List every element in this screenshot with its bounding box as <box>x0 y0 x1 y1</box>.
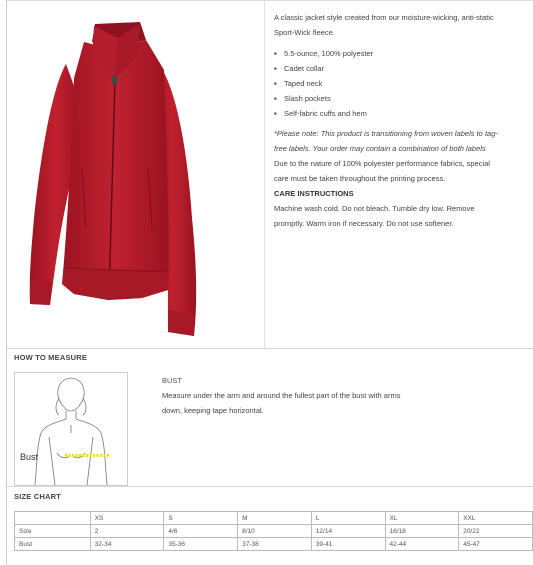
column-header: XXL <box>459 512 533 525</box>
table-cell: 37-38 <box>238 538 312 551</box>
column-header: XL <box>385 512 459 525</box>
table-cell: 20/22 <box>459 525 533 538</box>
table-cell: 12/14 <box>311 525 385 538</box>
care-text: Machine wash cold. Do not bleach. Tumble dry low. Remove promptly. Warm iron if necessary. Do not use softener. <box>274 204 475 228</box>
feature-item: ■ Slash pockets <box>274 91 499 106</box>
size-chart-heading: SIZE CHART <box>14 492 61 501</box>
row-label: Size <box>15 525 91 538</box>
care-heading: CARE INSTRUCTIONS <box>274 189 354 198</box>
column-header: L <box>311 512 385 525</box>
table-cell: 42-44 <box>385 538 459 551</box>
product-description <box>274 10 499 231</box>
description-intro: A classic jacket style created from our moisture-wicking, anti-static Sport-Wick fleece. <box>274 13 494 37</box>
feature-item: ■ Cadet collar <box>274 61 499 76</box>
column-divider <box>264 0 265 348</box>
table-corner-cell <box>15 512 91 525</box>
bust-diagram-label: Bust <box>20 452 39 462</box>
feature-list <box>274 46 499 121</box>
table-cell: 8/10 <box>238 525 312 538</box>
table-cell: 35-36 <box>164 538 238 551</box>
bust-instructions: Measure under the arm and around the fullest part of the bust with arms down, keeping tape horizontal. <box>162 391 401 415</box>
table-header-row <box>15 512 533 525</box>
size-chart-table <box>14 511 533 551</box>
table-cell: 4/6 <box>164 525 238 538</box>
table-cell: 39-41 <box>311 538 385 551</box>
feature-item: ■ Self-fabric cuffs and hem <box>274 106 499 121</box>
table-cell: 45-47 <box>459 538 533 551</box>
fabric-note: Due to the nature of 100% polyester performance fabrics, special care must be taken throughout the printing process. <box>274 159 490 183</box>
table-row <box>15 538 533 551</box>
top-rule <box>7 0 533 1</box>
column-header: M <box>238 512 312 525</box>
table-cell: 2 <box>90 525 164 538</box>
table-row <box>15 525 533 538</box>
measure-diagram <box>14 372 128 486</box>
feature-item: ■ 5.5-ounce, 100% polyester <box>274 46 499 61</box>
column-header: XS <box>90 512 164 525</box>
product-image <box>22 18 202 340</box>
table-cell: 16/18 <box>385 525 459 538</box>
feature-item: ■ Taped neck <box>274 76 499 91</box>
how-to-measure-heading: HOW TO MEASURE <box>14 353 88 362</box>
body-outline-image <box>15 373 127 485</box>
label-note: *Please note: This product is transitioning from woven labels to tag-free labels. Your order may contain a combination of both labels <box>274 129 498 153</box>
table-cell: 32-34 <box>90 538 164 551</box>
column-header: S <box>164 512 238 525</box>
section-divider <box>7 348 533 349</box>
row-label: Bust <box>15 538 91 551</box>
bust-title: BUST <box>162 376 183 385</box>
